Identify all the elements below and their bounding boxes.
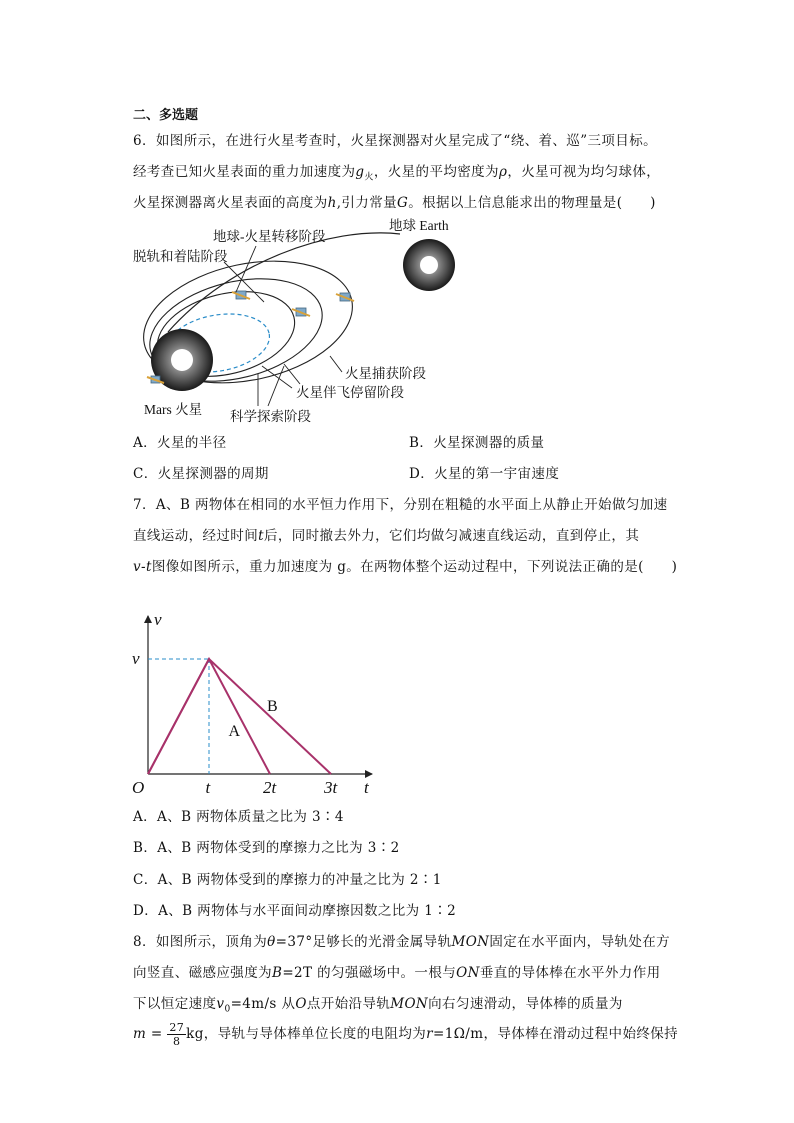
q7-text-line-3: v-t图像如图所示，重力加速度为 g。在两物体整个运动过程中，下列说法正确的是( )	[133, 559, 678, 575]
section-title: 二、多选题	[133, 108, 199, 123]
q7-text-line-1: 7．A、B 两物体在相同的水平恒力作用下，分别在粗糙的水平面上从静止开始做匀加速	[133, 497, 668, 513]
q7-option-d[interactable]: D．A、B 两物体与水平面间动摩擦因数之比为 1∶2	[133, 903, 457, 919]
x-axis-label: t	[364, 778, 369, 797]
q7-option-c[interactable]: C．A、B 两物体受到的摩擦力的冲量之比为 2∶1	[133, 872, 442, 888]
earth-label: 地球 Earth	[389, 218, 449, 233]
leader-line	[330, 356, 342, 372]
probe-icon	[232, 291, 250, 299]
q8-text-line-2: 向竖直、磁感应强度为B=2T 的匀强磁场中。一根与ON垂直的导体棒在水平外力作用	[133, 965, 661, 981]
q6-option-c[interactable]: C．火星探测器的周期	[133, 466, 269, 482]
science-stage-label: 科学探索阶段	[230, 409, 311, 424]
deorbit-stage-label: 脱轨和着陆阶段	[133, 249, 228, 264]
x-tick-label: 3t	[324, 778, 338, 797]
y-axis-label: v	[154, 610, 162, 629]
q8-text-line-3: 下以恒定速度$v_0=4m/s$ 从O点开始沿导轨MON向右匀速滑动，导体棒的质量为	[133, 996, 623, 1015]
q8-text-line-4: m = $\frac{27}{8}$ kg，导轨与导体棒单位长度的电阻均为r=1Ω/m，导体棒在滑动过程中始终保持	[133, 1021, 679, 1048]
q6-option-d[interactable]: D．火星的第一宇宙速度	[409, 466, 560, 482]
series-label-A: A	[228, 723, 241, 741]
q7-text-line-2: 直线运动，经过时间t后，同时撤去外力，它们均做匀减速直线运动，直到停止，其	[133, 528, 640, 544]
q7-option-a[interactable]: A．A、B 两物体质量之比为 3∶4	[133, 809, 344, 825]
q6-text-line-1: 6．如图所示，在进行火星考查时，火星探测器对火星完成了“绕、着、巡”三项目标。	[133, 133, 657, 149]
x-tick-label: 2t	[263, 778, 277, 797]
parking-stage-label: 火星伴飞停留阶段	[296, 385, 404, 400]
q6-option-b[interactable]: B．火星探测器的质量	[409, 435, 545, 451]
capture-stage-label: 火星捕获阶段	[345, 366, 426, 381]
origin-label: O	[132, 778, 145, 797]
mars-label: Mars 火星	[144, 402, 203, 417]
probe-icon	[292, 308, 310, 316]
mass-fraction: $\frac{27}{8}$	[169, 1021, 185, 1048]
q8-text-line-1: 8．如图所示，顶角为θ=37°足够长的光滑金属导轨MON固定在水平面内，导轨处在方	[133, 934, 671, 950]
q6-option-a[interactable]: A．火星的半径	[133, 435, 227, 451]
q7-option-b[interactable]: B．A、B 两物体受到的摩擦力之比为 3∶2	[133, 840, 400, 856]
q6-text-line-2: 经考查已知火星表面的重力加速度为$g_火$，火星的平均密度为ρ，火星可视为均匀球体，	[133, 164, 661, 183]
mars-core	[171, 349, 193, 371]
series-label-B: B	[267, 697, 278, 715]
leader-line	[236, 246, 256, 292]
x-tick-label: t	[205, 778, 211, 797]
earth-core	[420, 256, 438, 274]
vt-chart	[128, 608, 378, 798]
q6-text-line-3: 火星探测器离火星表面的高度为h,引力常量G。根据以上信息能求出的物理量是( )	[133, 195, 656, 211]
y-tick-label: v	[132, 649, 140, 668]
transfer-stage-label: 地球-火星转移阶段	[213, 229, 326, 244]
